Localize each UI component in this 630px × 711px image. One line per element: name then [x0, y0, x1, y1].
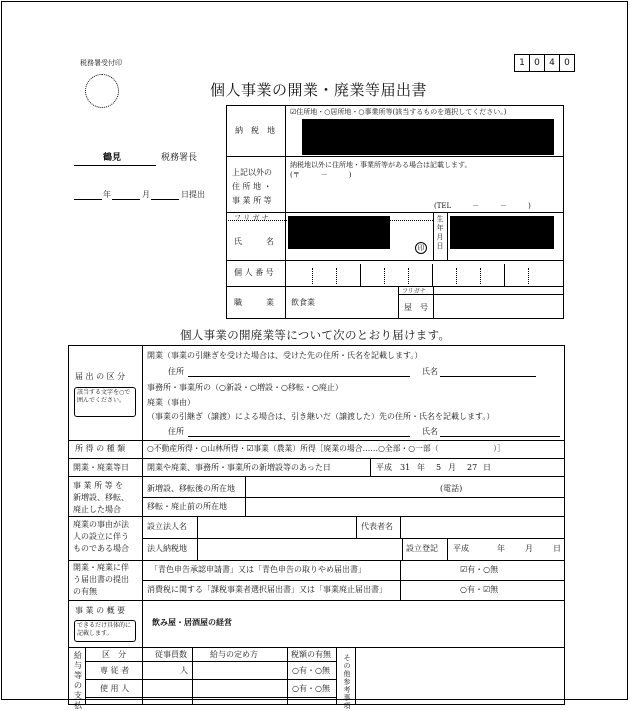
start-address-label: 住所 [168, 367, 184, 376]
closure-note: （事業の引継ぎ（譲渡）による場合は、引き継いだ（譲渡した）先の住所・氏名を記載します。） [147, 412, 495, 421]
redacted-tax-place [302, 119, 554, 155]
form-number-digit: 0 [529, 54, 545, 72]
date-day-label: 日提出 [181, 190, 205, 199]
reg-day: 日 [553, 544, 561, 553]
other-address-label: 事 業 所 等 [232, 196, 272, 205]
other-reference-label: その他参考事項 [343, 654, 351, 710]
corp-address-label: 法人納税地 [147, 544, 187, 553]
date-day-value[interactable]: 27 [467, 463, 478, 472]
other-address-note: 納税地以外に住所地・事業所等がある場合は記載します。 [290, 161, 472, 169]
payroll-family-tax-choice[interactable]: ○有・○無 [292, 666, 330, 675]
new-location-label: 新増設、移転後の所在地 [147, 484, 235, 493]
overview-note: できるだけ具体的に記載します。 [77, 622, 132, 637]
form-number-digit: 4 [544, 54, 560, 72]
date-row-text: 開業や廃業、事務所・事業所の新増設等のあった日 [147, 463, 331, 472]
office-label: 新増設、移転、 [73, 493, 129, 502]
mynumber-label: 個 人 番 号 [234, 268, 274, 277]
income-label: 所 得 の 種 類 [75, 444, 126, 453]
date-month-label: 月 [142, 190, 150, 199]
stamp-circle [85, 74, 119, 108]
filings-label: 開業・廃業に伴 [73, 563, 129, 572]
blue-filing-label: 「青色申告承認申請書」又は「青色申告の取りやめ届出書」 [150, 565, 366, 574]
office-tel-label: (電話) [440, 484, 463, 493]
date-year-unit: 年 [417, 463, 425, 472]
date-month-unit: 月 [448, 463, 456, 472]
trade-furigana-label: フリガナ [402, 288, 426, 295]
form-number-digit: 1 [514, 54, 530, 72]
trade-name-label: 屋 号 [404, 303, 428, 312]
date-month-value[interactable]: 5 [436, 463, 442, 472]
payroll-col-rule: 給与の定め方 [210, 650, 258, 659]
old-location-label: 移転・廃止前の所在地 [147, 502, 227, 511]
tax-place-options[interactable]: ☑住所地・○居所地・○事業所等(該当するものを選択してください。) [290, 108, 507, 116]
category-start[interactable]: 開業（事業の引継ぎを受けた場合は、受けた先の住所・氏名を記載します。） [147, 351, 423, 360]
closure[interactable]: 廃業（事由） [147, 398, 195, 407]
reg-era: 平成 [453, 544, 469, 553]
category-note: 該当する文字を○で囲んでください。 [77, 389, 131, 404]
payroll-employee-tax-choice[interactable]: ○有・○無 [292, 684, 330, 693]
blue-filing-choice[interactable]: ☑有・○無 [460, 565, 499, 574]
form-title: 個人事業の開業・廃業等届出書 [210, 81, 428, 99]
name-label: 氏 名 [234, 237, 274, 246]
payroll-row-family: 専 従 者 [100, 666, 130, 675]
office-change[interactable]: 事務所・事業所の（○新設・○増設・○移転・○廃止） [147, 383, 343, 392]
birth-label: 生年月日 [436, 215, 444, 250]
tel-field[interactable]: (TEL － － ) [434, 202, 531, 210]
closure-name-label: 氏名 [422, 427, 438, 436]
postal-code-field[interactable]: (〒 － ) [290, 171, 352, 179]
corp-label: ものである場合 [73, 544, 129, 553]
form-page [1, 1, 628, 710]
reg-year: 年 [497, 544, 505, 553]
seal-mark: 印 [415, 242, 427, 254]
rep-label: 代表者名 [361, 522, 393, 531]
tax-office-name[interactable]: 鶴見 [103, 153, 122, 163]
reg-label: 設立登記 [406, 544, 438, 553]
other-address-label: 住 所 地 ・ [232, 182, 272, 191]
date-year-label: 年 [103, 190, 111, 199]
consumption-filing-label: 消費税に関する「課税事業者選択届出書」又は「事業廃止届出書」 [147, 585, 387, 594]
redacted-birth [450, 216, 554, 249]
income-options[interactable]: ○不動産所得・○山林所得・☑事業（農業）所得［廃業の場合……○全部・○一部（ ）］ [147, 444, 505, 453]
office-label: 廃止した場合 [73, 505, 121, 514]
filings-label: う届出書の提出 [73, 575, 129, 584]
date-row-label: 開業・廃業等日 [73, 463, 129, 472]
corp-label: 廃業の事由が法 [73, 520, 129, 529]
payroll-col-tax: 税額の有無 [291, 650, 331, 659]
start-name-label: 氏名 [422, 367, 438, 376]
consumption-filing-choice[interactable]: ○有・☑無 [460, 585, 499, 594]
furigana-label: フ リ ガ ナ [234, 214, 269, 222]
closure-address-label: 住所 [168, 427, 184, 436]
reg-month: 月 [525, 544, 533, 553]
date-year-value[interactable]: 31 [400, 463, 411, 472]
occupation-label: 職 業 [234, 298, 274, 307]
declaration-text: 個人事業の開廃業等について次のとおり届けます。 [180, 328, 451, 342]
payroll-row-employee: 使 用 人 [100, 684, 130, 693]
date-era: 平成 [376, 463, 392, 472]
overview-label: 事 業 の 概 要 [75, 606, 126, 615]
date-day-unit: 日 [483, 463, 491, 472]
payroll-col-category: 区 分 [102, 650, 126, 659]
payroll-side-label: 給与等の支払 [74, 651, 82, 710]
category-label: 届 出 の 区 分 [75, 372, 126, 381]
stamp-label: 税務署受付印 [80, 59, 122, 67]
tax-office-suffix: 税務署長 [161, 153, 198, 163]
occupation-value[interactable]: 飲食業 [291, 298, 315, 307]
form-number-digit: 0 [559, 54, 575, 72]
corp-label: 人の設立に伴う [73, 532, 129, 541]
tax-place-label: 納 税 地 [235, 126, 275, 135]
overview-value[interactable]: 飲み屋・居酒屋の経営 [152, 617, 232, 627]
filings-label: の有無 [73, 587, 97, 596]
payroll-family-unit: 人 [180, 666, 188, 675]
office-label: 事 業 所 等 を [73, 481, 124, 490]
redacted-name [288, 216, 390, 249]
corp-name-label: 設立法人名 [147, 522, 187, 531]
other-address-label: 上記以外の [232, 168, 272, 177]
payroll-col-count: 従事員数 [155, 650, 187, 659]
